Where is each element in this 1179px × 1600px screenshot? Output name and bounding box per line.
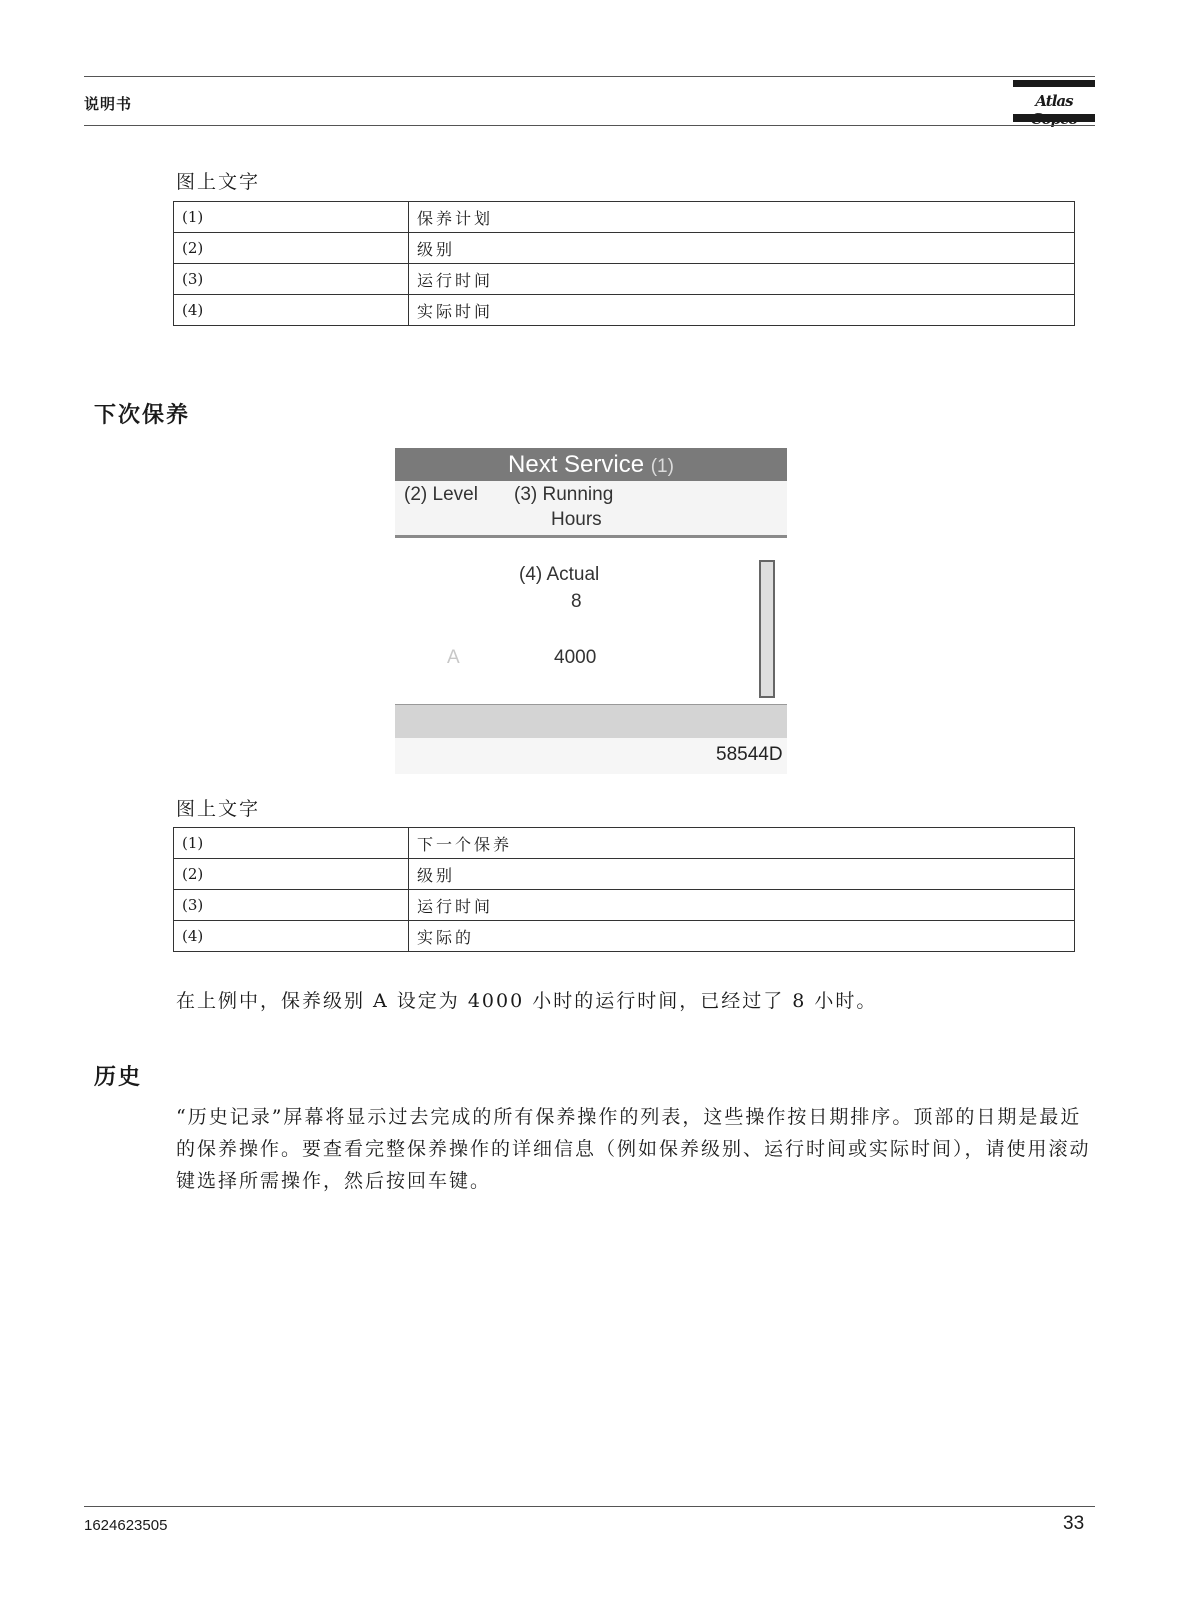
legend-key: (4) [174,921,409,952]
screen-title-bar [395,448,787,481]
logo-text: Atlas [1035,92,1073,110]
actual-label: (4) Actual [519,564,600,585]
screen-title-callout: (1) [650,456,674,477]
table-row [174,828,1075,859]
service-hours-value: 4000 [554,647,597,668]
legend-value: 保养计划 [409,202,1075,233]
footer-rule [84,1506,1095,1507]
legend2-caption: 图上文字 [176,798,261,820]
column-hours-label: Hours [551,509,602,530]
table-row [174,859,1075,890]
scrollbar[interactable] [759,560,775,698]
legend-key: (3) [174,890,409,921]
section-heading-next-service: 下次保养 [94,403,191,428]
legend-key: (4) [174,295,409,326]
legend-key: (2) [174,859,409,890]
table-row [174,890,1075,921]
history-paragraph: “历史记录”屏幕将显示过去完成的所有保养操作的列表，这些操作按日期排序。顶部的日期是最近的保养操作。要查看完整保养操作的详细信息（例如保养级别、运行时间或实际时间），请使用滚动键选择所需操作，然后按回车键。 [176,1106,1091,1192]
legend-value: 运行时间 [409,890,1075,921]
header-top-rule [84,76,1095,77]
table-row [174,295,1075,326]
page-number: 33 [1063,1513,1085,1534]
figure-id: 58544D [716,744,783,765]
table-row [174,921,1075,952]
screen-list-area [395,538,787,704]
column-level-label: (2) Level [404,484,478,505]
legend1-table [173,201,1075,326]
section-heading-history: 历史 [94,1065,143,1090]
legend-key: (2) [174,233,409,264]
table-row [174,233,1075,264]
legend-value: 级别 [409,859,1075,890]
column-running-label: (3) Running [514,484,614,505]
service-level-value: A [447,647,460,668]
example-paragraph: 在上例中，保养级别 A 设定为 4000 小时的运行时间，已经过了 8 小时。 [176,990,878,1012]
legend2-table [173,827,1075,952]
atlas-copco-logo [1013,80,1095,126]
legend-key: (3) [174,264,409,295]
document-number: 1624623505 [84,1517,168,1534]
legend-key: (1) [174,828,409,859]
legend-value: 实际的 [409,921,1075,952]
screen-footer-bar [395,704,787,739]
legend1-caption: 图上文字 [176,171,261,193]
legend-value: 实际时间 [409,295,1075,326]
actual-value: 8 [571,591,582,612]
table-row [174,202,1075,233]
next-service-screen [395,448,787,774]
table-row [174,264,1075,295]
legend-value: 运行时间 [409,264,1075,295]
legend-key: (1) [174,202,409,233]
header-bottom-rule [84,125,1095,126]
screen-title: Next Service [508,451,645,478]
header-title: 说明书 [84,95,133,113]
legend-value: 级别 [409,233,1075,264]
legend-value: 下一个保养 [409,828,1075,859]
